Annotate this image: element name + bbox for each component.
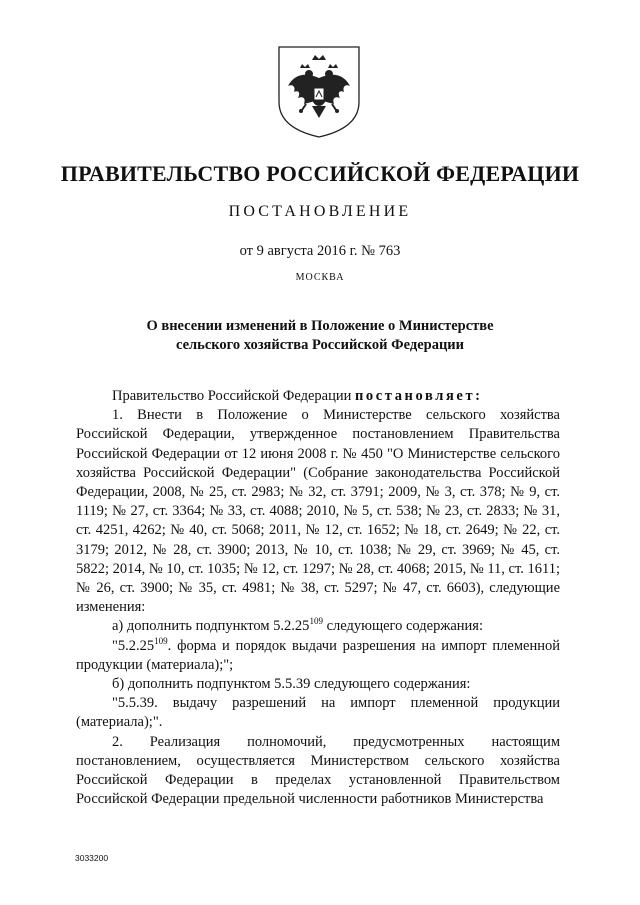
document-subject xyxy=(100,317,540,355)
coat-of-arms-icon xyxy=(276,44,362,140)
paragraph-1: 1. Внести в Положение о Министерстве сельского хозяйства Российской Федерации, утвержденное постановлением Правительства Российской Федерации от 12 июня 2008 г. № 450 "О Министерстве сельского хозяйства Российской Федерации" (Собрание законодательства Российской Федерации, 2008, № 25, ст. 2983; № 32, ст. 3791; 2009, № 3, ст. 378; № 9, ст. 1119; № 27, ст. 3364; № 33, ст. 4088; 2010, № 5, ст. 538; № 23, ст. 2833; № 31, ст. 4251, 4262; № 40, ст. 5068; 2011, № 12, ст. 1652; № 18, ст. 2649; № 22, ст. 3179; 2012, № 28, ст. 3900; 2013, № 10, ст. 1038; № 29, ст. 3969; № 45, ст. 5822; 2014, № 10, ст. 1035; № 12, ст. 1297; № 28, ст. 4068; 2015, № 11, ст. 1611; № 26, ст. 3900; № 35, ст. 4981; № 38, ст. 5297; № 47, ст. 6603), следующие изменения: xyxy=(76,407,560,616)
quote-1 xyxy=(76,637,560,675)
preamble-text: Правительство Российской Федерации xyxy=(112,388,352,404)
resolves-word: постановляет: xyxy=(354,388,483,404)
quote-1-sup: 109 xyxy=(154,635,168,646)
subject-line-2: сельского хозяйства Российской Федерации xyxy=(175,337,465,353)
quote-1-text: "5.2.25 xyxy=(112,637,155,654)
subject-line-1: О внесении изменений в Положение о Министерстве xyxy=(146,318,494,334)
footer-code: 3033200 xyxy=(75,853,109,863)
preamble-paragraph xyxy=(76,387,560,406)
document-body xyxy=(76,387,560,809)
document-date-number: от 9 августа 2016 г. № 763 xyxy=(239,243,401,259)
document-type: ПОСТАНОВЛЕНИЕ xyxy=(228,203,412,220)
government-title: ПРАВИТЕЛЬСТВО РОССИЙСКОЙ ФЕДЕРАЦИИ xyxy=(60,161,580,186)
quote-1-tail: . форма и порядок выдачи разрешения на импорт племенной продукции (материала);"; xyxy=(76,637,560,673)
document-city: МОСКВА xyxy=(295,272,345,283)
subparagraph-a-text: а) дополнить подпунктом 5.2.25 xyxy=(112,618,310,635)
subparagraph-a-sup: 109 xyxy=(309,616,323,627)
subparagraph-a xyxy=(76,617,560,636)
quote-2: "5.5.39. выдачу разрешений на импорт племенной продукции (материала);". xyxy=(76,695,560,731)
paragraph-2: 2. Реализация полномочий, предусмотренных настоящим постановлением, осуществляется Министерством сельского хозяйства Российской Федерации в пределах установленной Правительством Российской Федерации предельной численности работников Министерства xyxy=(76,733,560,808)
subparagraph-b: б) дополнить подпунктом 5.5.39 следующего содержания: xyxy=(112,676,471,693)
subparagraph-a-tail: следующего содержания: xyxy=(322,618,484,635)
